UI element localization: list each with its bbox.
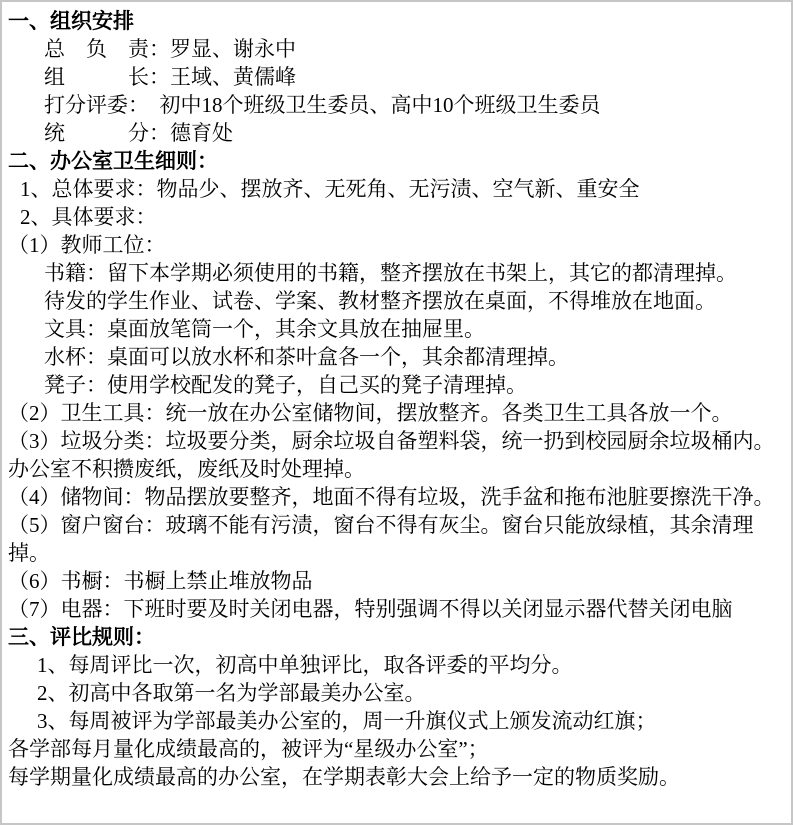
rule-electronics: （7）电器：下班时要及时关闭电器，特别强调不得以关闭显示器代替关闭电脑 (8, 597, 733, 621)
rule-cleaning-tools: （2）卫生工具：统一放在办公室储物间，摆放整齐。各类卫生工具各放一个。 (8, 401, 733, 425)
section-heading-organization: 一、组织安排 (8, 9, 134, 33)
rules-general-requirements: 1、总体要求：物品少、摆放齐、无死角、无污渍、空气新、重安全 (20, 177, 640, 201)
rule-windows: （5）窗户窗台：玻璃不能有污渍，窗台不得有灰尘。窗台只能放绿植，其余清理掉。 (8, 513, 754, 565)
rules-specific-heading: 2、具体要求： (20, 205, 157, 229)
workstation-stationery-line: 文具：桌面放笔筒一个，其余文具放在抽屉里。 (44, 317, 485, 341)
eval-red-flag-line: 3、每周被评为学部最美办公室的，周一升旗仪式上颁发流动红旗； (37, 709, 657, 733)
org-judges-line: 打分评委： 初中18个班级卫生委员、高中10个班级卫生委员 (44, 93, 601, 117)
org-responsible-line: 总 负 责：罗显、谢永中 (44, 37, 296, 61)
eval-semester-reward-line: 每学期量化成绩最高的办公室，在学期表彰大会上给予一定的物质奖励。 (8, 765, 680, 789)
workstation-heading: （1）教师工位： (8, 233, 166, 257)
workstation-stool-line: 凳子：使用学校配发的凳子，自己买的凳子清理掉。 (44, 373, 527, 397)
rule-garbage-sorting: （3）垃圾分类：垃圾要分类，厨余垃圾自备塑料袋，统一扔到校园厨余垃圾桶内。办公室不积攒废纸，废纸及时处理掉。 (8, 429, 775, 481)
org-scoring-line: 统 分：德育处 (44, 121, 233, 145)
eval-monthly-star-line: 各学部每月量化成绩最高的，被评为“星级办公室”； (8, 737, 489, 761)
workstation-homework-line: 待发的学生作业、试卷、学案、教材整齐摆放在桌面，不得堆放在地面。 (44, 289, 716, 313)
workstation-books-line: 书籍：留下本学期必须使用的书籍，整齐摆放在书架上，其它的都清理掉。 (44, 261, 737, 285)
workstation-cup-line: 水杯：桌面可以放水杯和茶叶盒各一个，其余都清理掉。 (44, 345, 569, 369)
rule-storage-room: （4）储物间：物品摆放要整齐，地面不得有垃圾，洗手盆和拖布池脏要擦洗干净。 (8, 485, 775, 509)
eval-best-office-line: 2、初高中各取第一名为学部最美办公室。 (37, 681, 426, 705)
org-leader-line: 组 长：王域、黄儒峰 (44, 65, 296, 89)
rule-bookcase: （6）书橱：书橱上禁止堆放物品 (8, 569, 313, 593)
section-heading-hygiene-rules: 二、办公室卫生细则： (8, 149, 218, 173)
section-heading-evaluation: 三、评比规则： (8, 625, 155, 649)
eval-weekly-line: 1、每周评比一次，初高中单独评比，取各评委的平均分。 (37, 653, 573, 677)
